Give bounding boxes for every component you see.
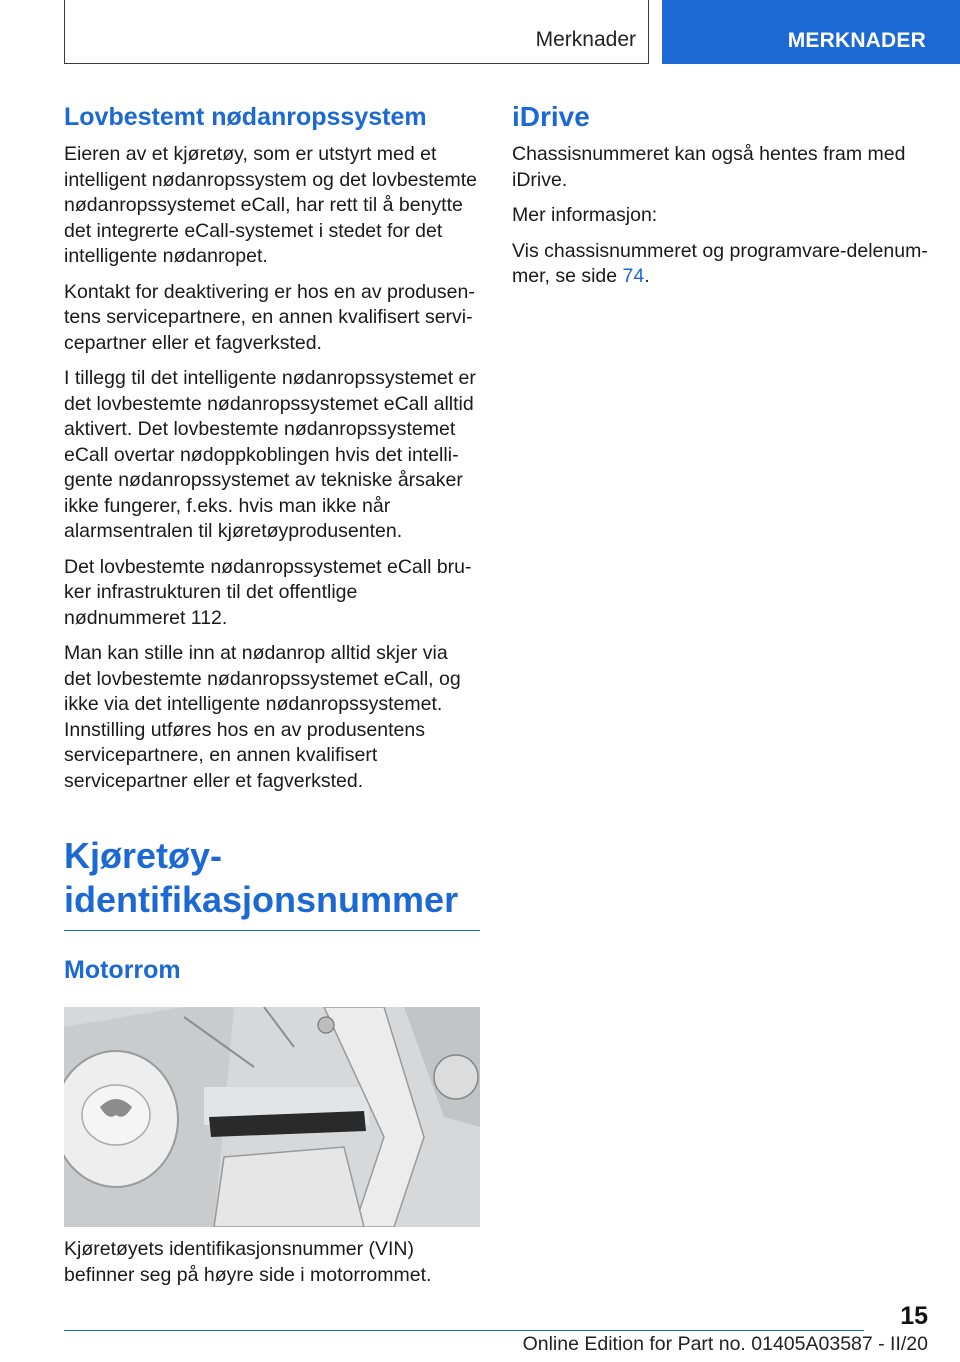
header-section-label: Merknader: [535, 28, 636, 51]
paragraph-idrive-1: Chassisnummeret kan også hentes fram med iDrive.: [512, 143, 906, 191]
header-chapter-tab[interactable]: [662, 0, 960, 64]
right-column: [512, 100, 932, 300]
paragraph-ecall-5: Man kan stille inn at nødanrop alltid skjer via det lovbestemte nødanropssystemet eCall, og ikke via det intelligente nødanropssystemet. Innstilling utføres hos en av produsentens servicepartnere, en annen kvalifisert servicepartner eller et fagverksted.: [64, 642, 461, 792]
header-box: [64, 0, 649, 64]
heading-vin: Kjøretøy-identifikasjonsnummer: [64, 834, 480, 931]
paragraph-ecall-3: I tillegg til det intelligente nødanropssystemet er det lovbestemte nødanropssystemet eCall alltid aktivert. Det lovbestemte nødanropssystemet eCall overtar nødoppkoblingen hvis det intelligente nødanropssystemet av tekniske årsaker ikke fungerer, f.eks. hvis man ikke når alarmsentralen til kjøretøyprodusenten.: [64, 367, 476, 542]
heading-motorrom: Motorrom: [64, 956, 181, 984]
heading-ecall: Lovbestemt nødanropssystem: [64, 103, 427, 131]
paragraph-idrive-3-text: Vis chassisnummeret og programvare-delenummer, se side: [512, 239, 928, 287]
page-number: 15: [900, 1302, 928, 1330]
paragraph-ecall-4: Det lovbestemte nødanropssystemet eCall bruker infrastrukturen til det offentlige nødnummeret 112.: [64, 555, 472, 629]
engine-bay-illustration: [64, 1007, 480, 1227]
paragraph-ecall-1: Eieren av et kjøretøy, som er utstyrt med et intelligent nødanropssystem og det lovbestemte nødanropssystemet eCall, har rett til å benytte det integrerte eCall-systemet i stedet for det intelligente nødanropet.: [64, 143, 477, 267]
footer-edition: Online Edition for Part no. 01405A03587 - II/20: [522, 1333, 928, 1355]
caption-motorrom: Kjøretøyets identifikasjonsnummer (VIN) befinner seg på høyre side i motorrommet.: [64, 1238, 432, 1286]
heading-idrive: iDrive: [512, 101, 590, 132]
page-74-link[interactable]: 74: [622, 265, 645, 287]
paragraph-ecall-2: Kontakt for deaktivering er hos en av produsentens servicepartnere, en annen kvalifisert servicepartner eller et fagverksted.: [64, 280, 475, 354]
paragraph-idrive-3-suffix: .: [644, 265, 650, 287]
paragraph-idrive-2: Mer informasjon:: [512, 204, 658, 226]
footer-divider: [64, 1330, 864, 1331]
header-tab-label: MERKNADER: [787, 29, 926, 52]
paragraph-idrive-3: [512, 239, 932, 290]
left-column: [64, 100, 480, 1298]
